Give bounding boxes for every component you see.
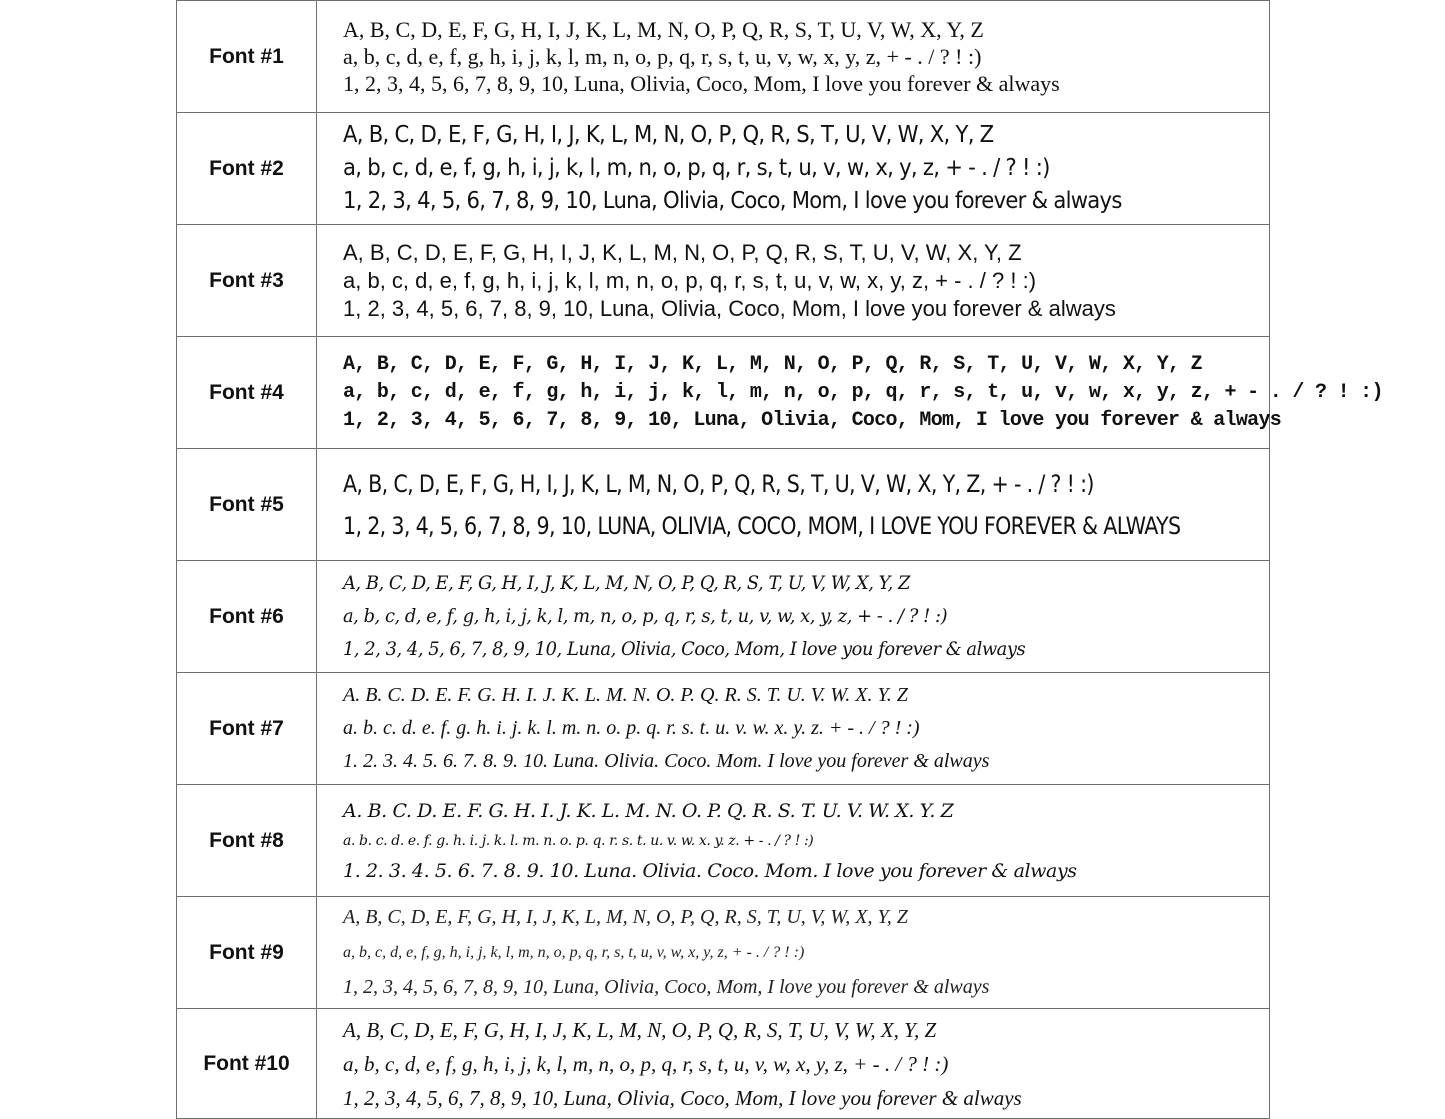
numbers-line: 1, 2, 3, 4, 5, 6, 7, 8, 9, 10, Luna, Olivia, Coco, Mom, I love you forever & always bbox=[343, 1085, 1022, 1110]
numbers-line: 1, 2, 3, 4, 5, 6, 7, 8, 9, 10, Luna, Olivia, Coco, Mom, I love you forever & always bbox=[343, 638, 1026, 660]
font-row bbox=[177, 113, 1270, 225]
font-row bbox=[177, 897, 1270, 1009]
numbers-line: 1, 2, 3, 4, 5, 6, 7, 8, 9, 10, LUNA, OLIVIA, COCO, MOM, I LOVE YOU FOREVER & ALWAYS bbox=[343, 511, 1181, 540]
font-row bbox=[177, 449, 1270, 561]
font-sample bbox=[317, 897, 1270, 1009]
numbers-line: 1, 2, 3, 4, 5, 6, 7, 8, 9, 10, Luna, Olivia, Coco, Mom, I love you forever & always bbox=[343, 188, 1122, 214]
font-row bbox=[177, 1009, 1270, 1119]
font-sample bbox=[317, 113, 1270, 225]
font-sample bbox=[317, 561, 1270, 673]
uppercase-line: A, B, C, D, E, F, G, H, I, J, K, L, M, N, O, P, Q, R, S, T, U, V, W, X, Y, Z, + - . / ? ! :) bbox=[343, 469, 1094, 498]
numbers-line: 1. 2. 3. 4. 5. 6. 7. 8. 9. 10. Luna. Olivia. Coco. Mom. I love you forever & always bbox=[343, 750, 990, 772]
lowercase-line: a, b, c, d, e, f, g, h, i, j, k, l, m, n, o, p, q, r, s, t, u, v, w, x, y, z, + - . / ? ! :) bbox=[343, 44, 982, 69]
font-label: Font #8 bbox=[177, 785, 317, 897]
font-row bbox=[177, 561, 1270, 673]
font-sample bbox=[317, 225, 1270, 337]
font-sample bbox=[317, 785, 1270, 897]
lowercase-line: a, b, c, d, e, f, g, h, i, j, k, l, m, n, o, p, q, r, s, t, u, v, w, x, y, z, + - . / ? ! :) bbox=[343, 1051, 949, 1076]
uppercase-line: A, B, C, D, E, F, G, H, I, J, K, L, M, N, O, P, Q, R, S, T, U, V, W, X, Y, Z bbox=[343, 239, 1022, 265]
font-label: Font #6 bbox=[177, 561, 317, 673]
uppercase-line: A, B, C, D, E, F, G, H, I, J, K, L, M, N, O, P, Q, R, S, T, U, V, W, X, Y, Z bbox=[343, 906, 908, 928]
font-sample bbox=[317, 1009, 1270, 1119]
uppercase-line: A, B, C, D, E, F, G, H, I, J, K, L, M, N, O, P, Q, R, S, T, U, V, W, X, Y, Z bbox=[343, 1017, 937, 1042]
font-label: Font #5 bbox=[177, 449, 317, 561]
lowercase-line: a, b, c, d, e, f, g, h, i, j, k, l, m, n, o, p, q, r, s, t, u, v, w, x, y, z, + - . / ? ! :) bbox=[343, 380, 1383, 404]
font-label: Font #9 bbox=[177, 897, 317, 1009]
lowercase-line: a, b, c, d, e, f, g, h, i, j, k, l, m, n, o, p, q, r, s, t, u, v, w, x, y, z, + - . / ? ! :) bbox=[343, 944, 805, 961]
numbers-line: 1, 2, 3, 4, 5, 6, 7, 8, 9, 10, Luna, Olivia, Coco, Mom, I love you forever & always bbox=[343, 408, 1282, 432]
lowercase-line: a, b, c, d, e, f, g, h, i, j, k, l, m, n, o, p, q, r, s, t, u, v, w, x, y, z, + - . / ? ! :) bbox=[343, 605, 948, 627]
numbers-line: 1. 2. 3. 4. 5. 6. 7. 8. 9. 10. Luna. Olivia. Coco. Mom. I love you forever & always bbox=[343, 859, 1077, 882]
font-sample bbox=[317, 337, 1383, 449]
uppercase-line: A, B, C, D, E, F, G, H, I, J, K, L, M, N, O, P, Q, R, S, T, U, V, W, X, Y, Z bbox=[343, 17, 984, 42]
uppercase-line: A. B. C. D. E. F. G. H. I. J. K. L. M. N. O. P. Q. R. S. T. U. V. W. X. Y. Z bbox=[343, 684, 908, 706]
font-samples-table bbox=[176, 0, 1383, 1119]
lowercase-line: a, b, c, d, e, f, g, h, i, j, k, l, m, n, o, p, q, r, s, t, u, v, w, x, y, z, + - . / ? ! :) bbox=[343, 155, 1050, 181]
uppercase-line: A. B. C. D. E. F. G. H. I. J. K. L. M. N. O. P. Q. R. S. T. U. V. W. X. Y. Z bbox=[343, 799, 954, 822]
font-row bbox=[177, 337, 1270, 449]
numbers-line: 1, 2, 3, 4, 5, 6, 7, 8, 9, 10, Luna, Olivia, Coco, Mom, I love you forever & always bbox=[343, 71, 1060, 96]
lowercase-line: a, b, c, d, e, f, g, h, i, j, k, l, m, n, o, p, q, r, s, t, u, v, w, x, y, z, + - . / ? ! :) bbox=[343, 267, 1037, 293]
numbers-line: 1, 2, 3, 4, 5, 6, 7, 8, 9, 10, Luna, Olivia, Coco, Mom, I love you forever & always bbox=[343, 295, 1116, 321]
font-label: Font #4 bbox=[177, 337, 317, 449]
font-label: Font #7 bbox=[177, 673, 317, 785]
font-row bbox=[177, 673, 1270, 785]
font-label: Font #2 bbox=[177, 113, 317, 225]
uppercase-line: A, B, C, D, E, F, G, H, I, J, K, L, M, N, O, P, Q, R, S, T, U, V, W, X, Y, Z bbox=[343, 122, 994, 148]
font-label: Font #10 bbox=[177, 1009, 317, 1119]
font-sample bbox=[317, 673, 1270, 785]
lowercase-line: a. b. c. d. e. f. g. h. i. j. k. l. m. n. o. p. q. r. s. t. u. v. w. x. y. z. + - . / ? ! :) bbox=[343, 717, 920, 739]
font-label: Font #1 bbox=[177, 1, 317, 113]
uppercase-line: A, B, C, D, E, F, G, H, I, J, K, L, M, N, O, P, Q, R, S, T, U, V, W, X, Y, Z bbox=[343, 572, 910, 594]
font-sample bbox=[317, 449, 1270, 561]
font-label: Font #3 bbox=[177, 225, 317, 337]
font-row bbox=[177, 785, 1270, 897]
font-row bbox=[177, 225, 1270, 337]
numbers-line: 1, 2, 3, 4, 5, 6, 7, 8, 9, 10, Luna, Olivia, Coco, Mom, I love you forever & always bbox=[343, 976, 990, 998]
font-sample bbox=[317, 1, 1270, 113]
lowercase-line: a. b. c. d. e. f. g. h. i. j. k. l. m. n. o. p. q. r. s. t. u. v. w. x. y. z. + - . / ? ! :) bbox=[343, 832, 814, 849]
uppercase-line: A, B, C, D, E, F, G, H, I, J, K, L, M, N, O, P, Q, R, S, T, U, V, W, X, Y, Z bbox=[343, 352, 1202, 376]
font-row bbox=[177, 1, 1270, 113]
